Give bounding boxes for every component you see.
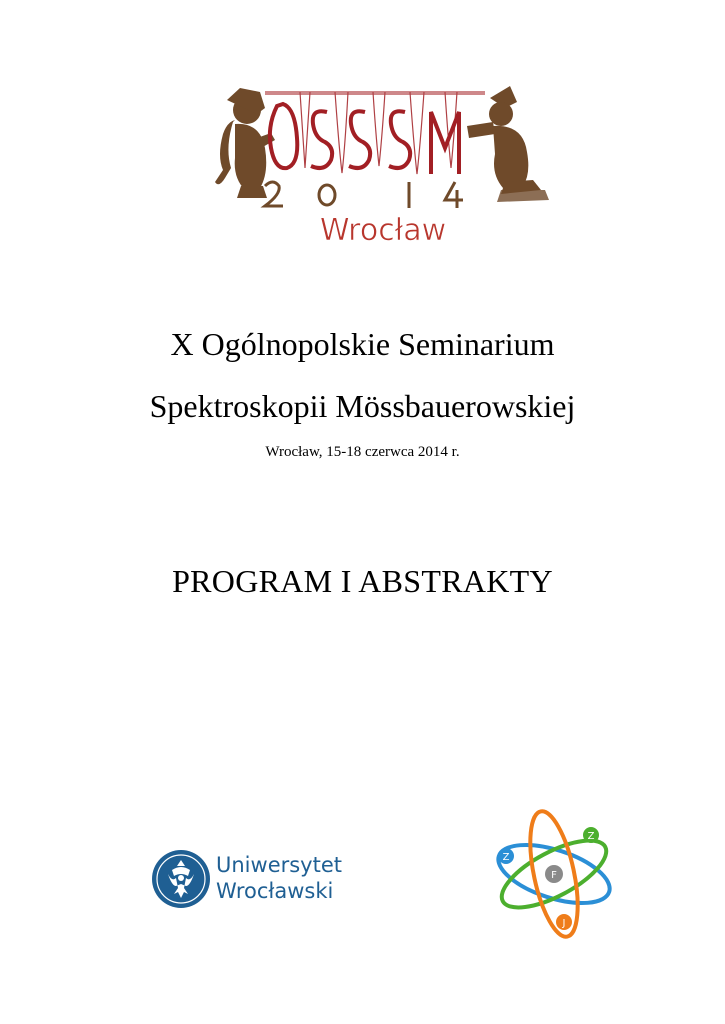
university-name-line-2: Wrocławski [216,879,334,903]
program-heading: PROGRAM I ABSTRAKTY [172,563,553,599]
right-dwarf-figure [467,86,549,202]
logo-city: Wrocław [319,213,447,248]
svg-text:J: J [562,918,566,929]
left-dwarf-figure [215,88,275,198]
svg-text:Z: Z [502,852,510,863]
atom-logo [490,800,618,945]
conference-logo [205,78,560,248]
university-name-line-1: Uniwersytet [216,853,342,877]
svg-text:F: F [551,870,557,881]
event-date-place: Wrocław, 15-18 czerwca 2014 r. [265,444,460,460]
title-line-2: Spektroskopii Mössbauerowskiej [149,388,576,424]
logo-year [265,182,463,208]
logo-letters [270,104,459,174]
title-line-1: X Ogólnopolskie Seminarium [170,326,555,362]
university-emblem-icon [150,848,212,910]
university-name [216,852,342,904]
svg-text:Z: Z [587,831,595,842]
university-logo [150,848,350,912]
